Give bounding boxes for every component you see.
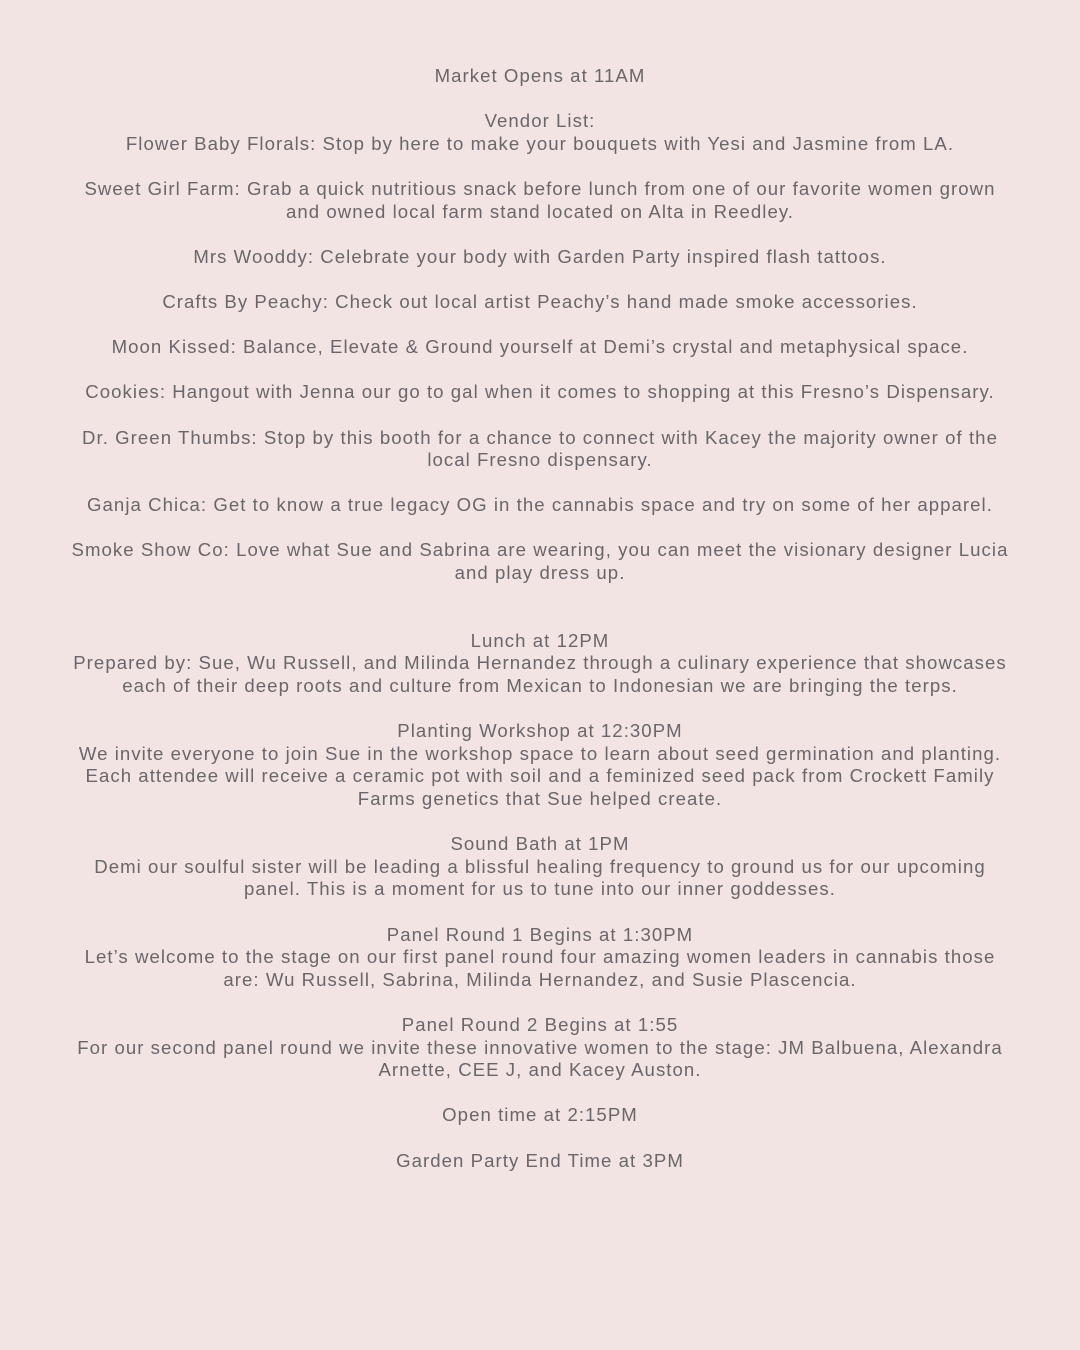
event-schedule: [70, 65, 1010, 1172]
vendor-item: Ganja Chica: Get to know a true legacy OG in the cannabis space and try on some of her apparel.: [87, 494, 993, 516]
event-description: Prepared by: Sue, Wu Russell, and Milinda Hernandez through a culinary experience that showcases each of their deep roots and culture from Mexican to Indonesian we are bringing the terps.: [73, 652, 1007, 697]
vendor-list-heading: Vendor List:: [484, 110, 596, 132]
open-time: Open time at 2:15PM: [442, 1104, 638, 1126]
event-description: We invite everyone to join Sue in the workshop space to learn about seed germination and planting. Each attendee will receive a ceramic pot with soil and a feminized seed pack from Crockett Family Farms genetics that Sue helped create.: [78, 742, 1002, 809]
event-description: Let’s welcome to the stage on our first panel round four amazing women leaders in cannabis those are: Wu Russell, Sabrina, Milinda Hernandez, and Susie Plascencia.: [84, 946, 996, 990]
vendor-item: Smoke Show Co: Love what Sue and Sabrina are wearing, you can meet the visionary designer Lucia and play dress up.: [71, 539, 1009, 584]
event-title: Panel Round 1 Begins at 1:30PM: [386, 923, 694, 945]
event-description: Demi our soulful sister will be leading a blissful healing frequency to ground us for our upcoming panel. This is a moment for us to tune into our inner goddesses.: [94, 855, 986, 900]
event-title: Planting Workshop at 12:30PM: [397, 720, 683, 742]
vendor-item: Sweet Girl Farm: Grab a quick nutritious snack before lunch from one of our favorite women grown and owned local farm stand located on Alta in Reedley.: [84, 177, 996, 222]
end-time: Garden Party End Time at 3PM: [396, 1149, 684, 1171]
vendor-item: Flower Baby Florals: Stop by here to make your bouquets with Yesi and Jasmine from LA.: [125, 132, 955, 154]
vendor-item: Dr. Green Thumbs: Stop by this booth for a chance to connect with Kacey the majority owner of the local Fresno dispensary.: [82, 426, 998, 471]
vendor-item: Crafts By Peachy: Check out local artist Peachy’s hand made smoke accessories.: [162, 290, 918, 312]
event-title: Sound Bath at 1PM: [450, 833, 630, 855]
vendor-item: Mrs Wooddy: Celebrate your body with Garden Party inspired flash tattoos.: [193, 245, 887, 267]
vendor-item: Moon Kissed: Balance, Elevate & Ground yourself at Demi’s crystal and metaphysical space.: [111, 336, 969, 358]
event-title: Panel Round 2 Begins at 1:55: [401, 1013, 679, 1035]
event-description: For our second panel round we invite these innovative women to the stage: JM Balbuena, Alexandra Arnette, CEE J, and Kacey Auston.: [77, 1036, 1003, 1081]
vendor-item: Cookies: Hangout with Jenna our go to gal when it comes to shopping at this Fresno’s Dispensary.: [85, 381, 995, 403]
market-open-time: Market Opens at 11AM: [434, 65, 646, 86]
event-title: Lunch at 12PM: [470, 629, 610, 651]
